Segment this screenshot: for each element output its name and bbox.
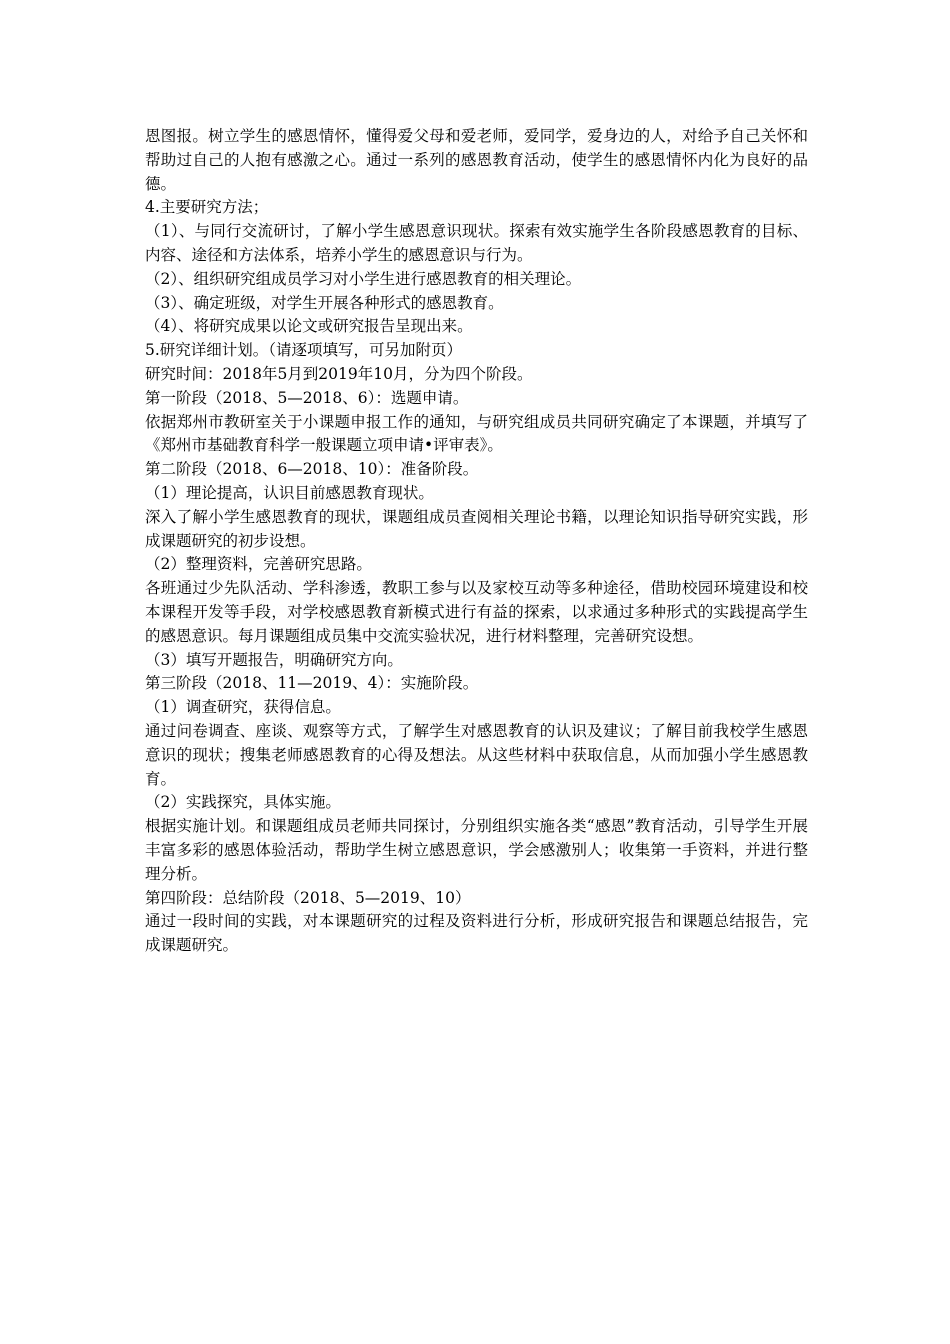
stage-2-item-1: （1）理论提高，认识目前感恩教育现状。 [145,483,434,502]
stage-3-item-2: （2）实践探究，具体实施。 [145,793,341,812]
heading-research-methods: 4.主要研究方法； [145,198,269,217]
method-item-3: （3）、确定班级，对学生开展各种形式的感恩教育。 [145,293,504,312]
stage-3-item-1: （1）调查研究，获得信息。 [145,698,341,717]
heading-research-plan: 5.研究详细计划。（请逐项填写，可另加附页） [145,341,463,360]
research-time: 研究时间：2018年5月到2019年10月，分为四个阶段。 [145,364,533,383]
stage-2-item-2-text: 各班通过少先队活动、学科渗透，教职工参与以及家校互动等多种途径，借助校园环境建设和校本课程开发等手段，对学校感恩教育新模式进行有益的探索，以求通过多种形式的实践提高学生的感恩意识。每月课题组成员集中交流实验状况，进行材料整理，完善研究设想。 [145,579,808,645]
stage-4-text: 通过一段时间的实践，对本课题研究的过程及资料进行分析，形成研究报告和课题总结报告，完成课题研究。 [145,912,808,955]
stage-3-item-2-text: 根据实施计划。和课题组成员老师共同探讨，分别组织实施各类“感恩”教育活动，引导学生开展丰富多彩的感恩体验活动，帮助学生树立感恩意识，学会感激别人；收集第一手资料，并进行整理分析。 [145,817,808,883]
stage-1-text: 依据郑州市教研室关于小课题申报工作的通知，与研究组成员共同研究确定了本课题，并填写了《郑州市基础教育科学一般课题立项申请•评审表》。 [145,412,808,455]
method-item-2: （2）、组织研究组成员学习对小学生进行感恩教育的相关理论。 [145,269,582,288]
document-body [145,125,808,958]
stage-3-heading: 第三阶段（2018、11—2019、4）：实施阶段。 [145,674,479,693]
method-item-1: （1）、与同行交流研讨，了解小学生感恩意识现状。探索有效实施学生各阶段感恩教育的目标、内容、途径和方法体系，培养小学生的感恩意识与行为。 [145,222,808,264]
paragraph-intro-continuation: 恩图报。树立学生的感恩情怀，懂得爱父母和爱老师，爱同学，爱身边的人，对给予自己关怀和帮助过自己的人抱有感激之心。通过一系列的感恩教育活动，使学生的感恩情怀内化为良好的品德。 [145,127,808,193]
stage-2-heading: 第二阶段（2018、6—2018、10）：准备阶段。 [145,460,479,479]
stage-3-item-1-text: 通过问卷调查、座谈、观察等方式，了解学生对感恩教育的认识及建议；了解目前我校学生感恩意识的现状；搜集老师感恩教育的心得及想法。从这些材料中获取信息，从而加强小学生感恩教育。 [145,721,808,788]
stage-4-heading: 第四阶段：总结阶段（2018、5—2019、10） [145,888,471,907]
stage-2-item-3: （3）填写开题报告，明确研究方向。 [145,650,403,669]
stage-2-item-1-text: 深入了解小学生感恩教育的现状，课题组成员查阅相关理论书籍，以理论知识指导研究实践，形成课题研究的初步设想。 [145,507,808,550]
method-item-4: （4）、将研究成果以论文或研究报告呈现出来。 [145,317,473,336]
stage-2-item-2: （2）整理资料，完善研究思路。 [145,555,372,574]
stage-1-heading: 第一阶段（2018、5—2018、6）：选题申请。 [145,388,469,407]
